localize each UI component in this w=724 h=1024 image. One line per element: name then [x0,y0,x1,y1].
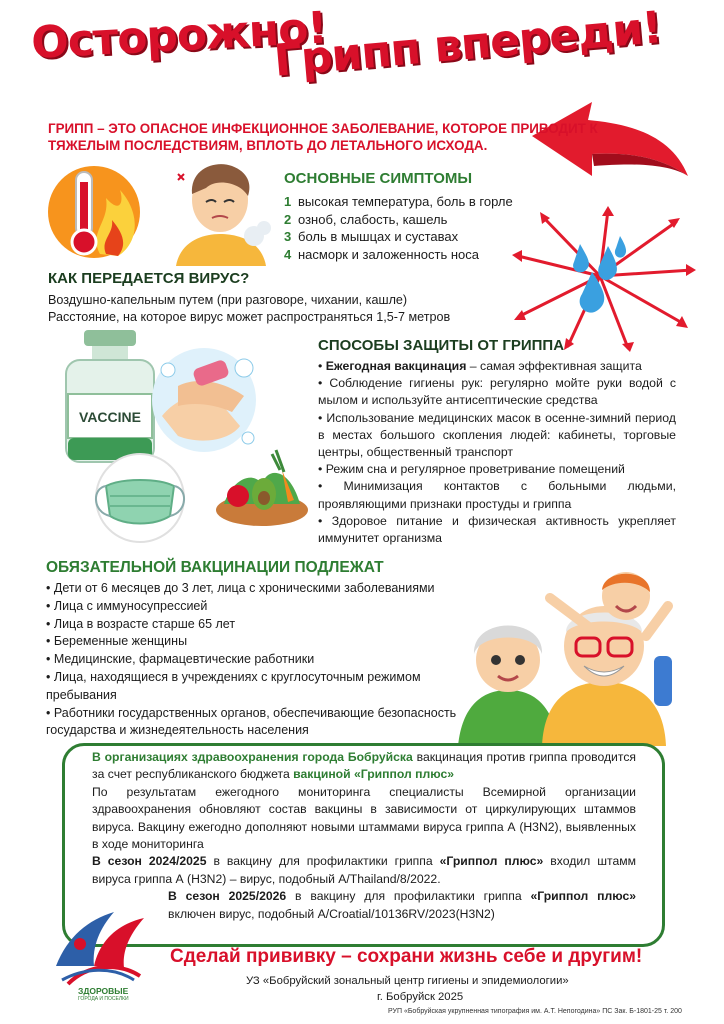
list-text: насморк и заложенность носа [298,246,479,262]
list-text: озноб, слабость, кашель [298,211,448,227]
list-number: 2 [284,211,292,227]
sick-person-icon [166,158,276,266]
vaccine-name-bold: «Гриппол плюс» [530,889,637,904]
mandatory-list [46,580,466,740]
paragraph-text: входил штамм вируса гриппа А (H3N2) – вирус, подобный А/Thailand/8/2022. [92,854,636,886]
transmission-text [48,292,528,326]
info-paragraph [92,749,636,784]
list-item: • Медицинские, фармацевтические работники [46,652,315,667]
organization-name: УЗ «Бобруйский зональный центр гигиены и эпидемиологии» [246,975,569,987]
list-text: Лица в возрасте старше 65 лет [53,616,236,631]
info-paragraph [92,853,636,888]
symptoms-heading: ОСНОВНЫЕ СИМПТОМЫ [284,170,473,187]
list-item: • Работники государственных органов, обеспечивающие безопасность государства и жизнедеятельность населения [46,705,457,738]
city-year: г. Бобруйск 2025 [377,991,464,1003]
print-info: РУП «Бобруйская укрупненная типография им. А.Т. Непогодина» ПС Зак. Б-1801-25 т. 200 [388,1008,682,1015]
list-item: • Лица с иммуносупрессией [46,598,208,613]
season-bold: В сезон 2024/2025 [92,854,207,869]
vaccination-bold: Ежегодная вакцинация [325,359,467,373]
paragraph-text: вакцинация против гриппа проводится за счет республиканского бюджета [92,750,637,782]
vegetables-icon [212,440,312,530]
face-mask-icon [88,452,192,544]
paragraph-text: включен вирус, подобный А/Croatial/10136RV/2023(H3N2) [168,906,495,921]
vaccine-name-bold: «Гриппол плюс» [439,854,544,869]
list-text: Режим сна и регулярное проветривание помещений [325,462,625,477]
list-item: • Режим сна и регулярное проветривание помещений [318,462,625,477]
list-item: • Соблюдение гигиены рук: регулярно мойте руки водой с мылом и используйте антисептические средства [318,376,676,408]
logo-subtitle: ГОРОДА И ПОСЕЛКИ [78,996,129,1002]
list-text: Медицинские, фармацевтические работники [53,652,315,667]
list-text: – самая эффективная защита [466,359,642,373]
title-line-2: Грипп впереди! [272,2,664,87]
list-text: Здоровое питание и физическая активность укрепляет иммунитет организма [318,513,676,546]
info-box-text [92,749,636,923]
list-text: Лица с иммуносупрессией [53,598,208,613]
list-item: • Использование медицинских масок в осенне-зимний период в местах большого скопления людей: кабинеты, торговые центры, общественный транспорт [318,410,676,460]
healthy-cities-logo-icon [48,906,148,988]
list-item: • Здоровое питание и физическая активность укрепляет иммунитет организма [318,513,676,546]
season-bold: В сезон 2025/2026 [168,889,287,904]
list-item: • Дети от 6 месяцев до 3 лет, лица с хроническими заболеваниями [46,581,435,595]
list-text: Лица, находящиеся в учреждениях с круглосуточным режимом пребывания [46,669,421,702]
list-text: Работники государственных органов, обеспечивающие безопасность государства и жизнедеятельность населения [46,705,457,738]
virus-droplets-icon [508,206,696,352]
list-text: Соблюдение гигиены рук: регулярно мойте руки водой с мылом и используйте антисептические средства [318,376,676,408]
list-text: высокая температура, боль в горле [298,194,513,209]
list-text: Дети от 6 месяцев до 3 лет, лица с хроническими заболеваниями [53,581,435,595]
list-text: Использование медицинских масок в осенне-зимний период в местах большого скопления людей: кабинеты, торговые центры, общественный транспорт [318,410,676,460]
vaccine-bottle-icon [60,330,160,464]
list-text: боль в мышцах и суставах [298,229,459,244]
vaccine-label: VACCINE [79,409,141,425]
title-line-1: Осторожно! [30,2,328,69]
logo-title: ЗДОРОВЫЕ [78,986,129,996]
info-paragraph: По результатам ежегодного мониторинга специалисты Всемирной организации здравоохранения обновляют состав вакцины в зависимости от циркулирующих штаммов вируса. Вакцину ежегодно дополняют новыми штаммами вируса гриппа А (H3N2), выявленных в ходе мониторинга [92,784,636,852]
slogan: Сделай прививку – сохрани жизнь себе и другим! [170,946,643,967]
list-item: • Ежегодная вакцинация – самая эффективная защита [318,359,642,373]
protection-heading: СПОСОБЫ ЗАЩИТЫ ОТ ГРИППА [318,337,565,354]
thermometer-fire-icon [48,162,144,264]
info-paragraph [92,888,636,923]
highlight-text: вакциной «Гриппол плюс» [293,767,455,782]
list-number: 4 [284,246,292,262]
protection-list [318,358,676,547]
highlight-text: В организациях здравоохранения города Бобруйска [92,750,413,764]
list-text: Минимизация контактов с больными людьми, проявляющими признаки простуды и гриппа [318,479,676,511]
list-number: 3 [284,229,292,244]
family-icon [458,566,674,746]
list-number: 1 [284,194,292,209]
list-item: • Лица, находящиеся в учреждениях с круглосуточным режимом пребывания [46,669,421,702]
transmission-line: Воздушно-капельным путем (при разговоре, чихании, кашле) [48,293,408,307]
list-text: Беременные женщины [53,634,188,649]
paragraph-text: в вакцину для профилактики гриппа [286,889,531,904]
paragraph-text: в вакцину для профилактики гриппа [206,854,440,869]
mandatory-heading: ОБЯЗАТЕЛЬНОЙ ВАКЦИНАЦИИ ПОДЛЕЖАТ [46,559,384,576]
list-item: • Минимизация контактов с больными людьми, проявляющими признаки простуды и гриппа [318,479,676,511]
hand-washing-icon [148,346,260,454]
transmission-line: Расстояние, на которое вирус может распространяться 1,5-7 метров [48,310,451,324]
list-item: • Лица в возрасте старше 65 лет [46,616,236,631]
transmission-heading: КАК ПЕРЕДАЕТСЯ ВИРУС? [48,270,250,287]
intro-text: ГРИПП – ЭТО ОПАСНОЕ ИНФЕКЦИОННОЕ ЗАБОЛЕВАНИЕ, КОТОРОЕ ПРИВОДИТ К ТЯЖЕЛЫМ ПОСЛЕДСТВИЯМ, ВПЛОТЬ ДО ЛЕТАЛЬНОГО ИСХОДА. [48,121,598,153]
list-item: • Беременные женщины [46,634,188,649]
